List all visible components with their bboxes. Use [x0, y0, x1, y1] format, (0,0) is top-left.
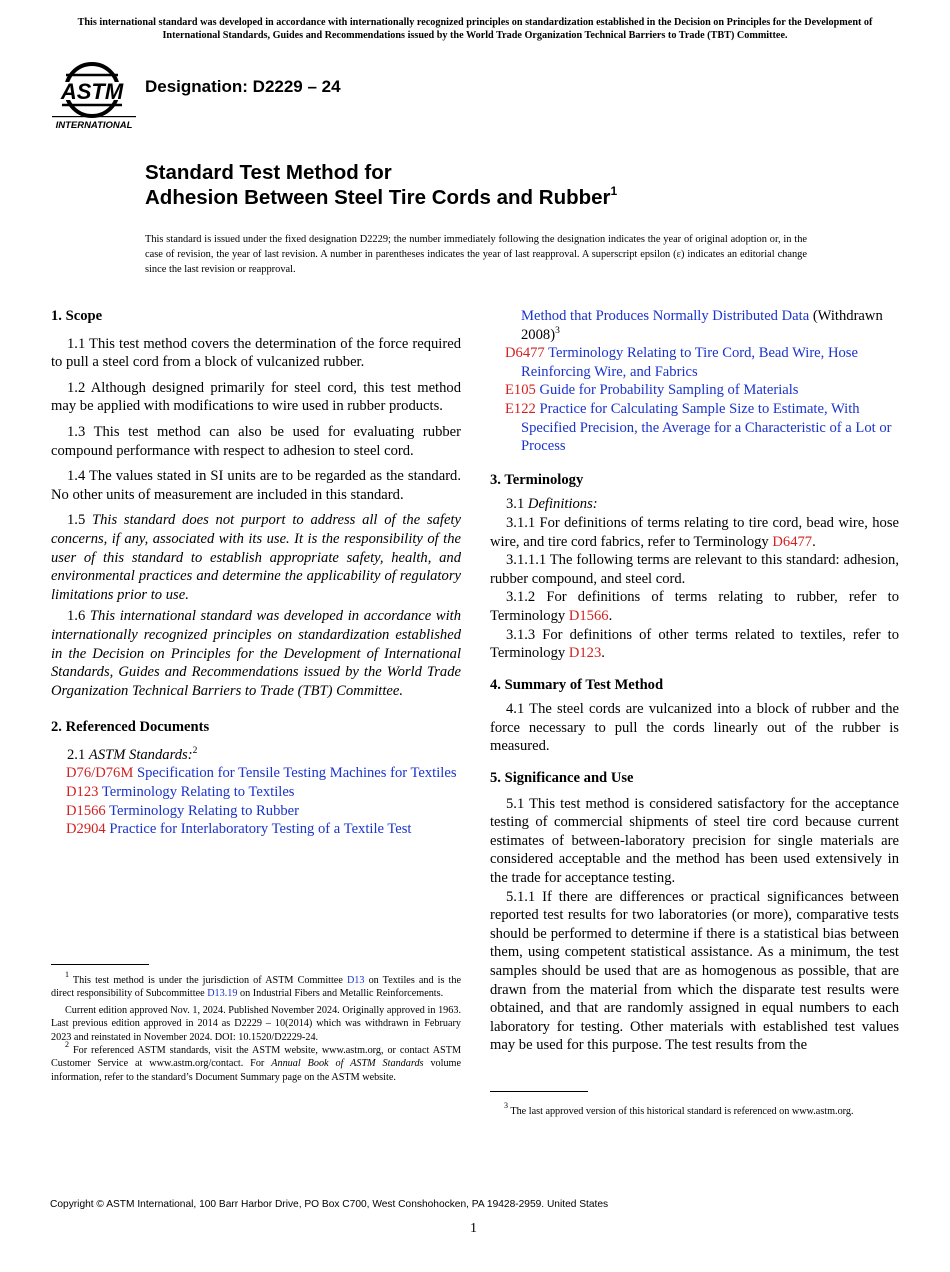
footnote-1 [51, 970, 461, 1001]
title-footnote-mark: 1 [610, 184, 618, 198]
ref-item[interactable] [490, 381, 899, 400]
ref-item-continued[interactable] [490, 307, 899, 344]
footnote-1-text-b: on Textiles and is the direct responsibility of Subcommittee [51, 975, 461, 1000]
footnote-1-mark: 1 [65, 970, 69, 979]
para-1-6-num: 1.6 [67, 608, 86, 625]
footnote-2-text-a: For referenced ASTM standards, visit the ASTM website, www.astm.org, or contact ASTM Customer Service at www.astm.org/contact. For [51, 1045, 461, 1070]
footnote-2-text-b: volume information, refer to the standard’s Document Summary page on the ASTM website. [51, 1058, 462, 1083]
header-notice: This international standard was developed in accordance with internationally recognized principles on standardization established in the Decision on Principles for the Development of International Standards, Guides and Recommendations issued by the World Trade Organization Technical Barriers to Trade (TBT) Committee. [77, 17, 873, 41]
astm-logo [52, 56, 136, 134]
ref-title-link[interactable]: Terminology Relating to Tire Cord, Bead Wire, Hose Reinforcing Wire, and Fabrics [521, 345, 858, 380]
section-3-heading: 3. Terminology [490, 471, 584, 488]
footnote-1-text-a: This test method is under the jurisdiction of ASTM Committee [69, 975, 347, 986]
copyright-line: Copyright © ASTM International, 100 Barr Harbor Drive, PO Box C700, West Conshohocken, PA 19428-2959. United States [50, 1199, 609, 1210]
para-1-6 [51, 607, 461, 700]
ref-number[interactable]: D123 [66, 784, 99, 801]
para-3-1-2-text: 3.1.2 For definitions of terms relating to rubber, refer to Terminology [490, 589, 899, 624]
page-number: 1 [470, 1221, 477, 1236]
ref-withdrawn-note: (Withdrawn 2008) [521, 308, 883, 343]
section-4-heading: 4. Summary of Test Method [490, 676, 664, 693]
para-3-1 [490, 495, 899, 514]
section-5-heading: 5. Significance and Use [490, 770, 634, 787]
ref-number[interactable]: D76/D76M [66, 765, 134, 782]
document-title [145, 160, 617, 210]
para-1-1: 1.1 This test method covers the determination of the force required to pull a steel cord from a block of vulcanized rubber. [51, 335, 461, 371]
para-3-1-3-text: 3.1.3 For definitions of other terms related to textiles, refer to Terminology [490, 626, 899, 662]
para-3-1-2: 3.1.2 For definitions of terms relating to rubber, refer to Terminology D1566. [490, 589, 899, 624]
ref-item[interactable] [490, 344, 899, 381]
ref-title-link[interactable]: Specification for Tensile Testing Machines for Textiles [136, 765, 457, 782]
footnote-2-mark: 2 [192, 745, 198, 756]
ref-d1566-link[interactable]: D1566 [568, 607, 609, 624]
footnote-3-mark-bottom: 3 [504, 1101, 508, 1110]
footnote-1-text-c: on Industrial Fibers and Metallic Reinforcements. [237, 988, 444, 1000]
subcommittee-link[interactable]: D13.19 [207, 988, 238, 1000]
para-1-6-text: This international standard was developed in accordance with internationally recognized principles on standardization established in the Decision on Principles for the Development of International Standards, Guides and Recommendations issued by the World Trade Organization Technical Barriers to Trade (TBT) Committee. [51, 608, 462, 699]
para-5-1-1: 5.1.1 If there are differences or practical significances between reported test results for two laboratories (or more), comparative tests should be performed to determine if there is a statistical bias between them, using competent statistical assistance. As a minimum, the test samples should be used that are as homogenous as possible, that are drawn from the material from which the disparate test results were obtained, and that are randomly assigned in equal numbers to each laboratory for testing. Other materials with established test values may be used for this purpose. The test results from the [490, 888, 899, 1054]
ref-title-link[interactable]: Terminology Relating to Textiles [101, 784, 295, 801]
para-1-4: 1.4 The values stated in SI units are to be regarded as the standard. No other units of measurement are included in this standard. [51, 468, 461, 503]
footnote-2-mark-bottom: 2 [65, 1040, 69, 1050]
footnote-2 [51, 1040, 462, 1084]
para-3-1-3: 3.1.3 For definitions of other terms related to textiles, refer to Terminology D123. [490, 626, 899, 662]
ref-number[interactable]: D6477 [505, 345, 545, 362]
section-2-heading: 2. Referenced Documents [51, 719, 210, 736]
ref-title-link[interactable]: Method that Produces Normally Distributed Data [521, 308, 810, 324]
issued-note: This standard is issued under the fixed designation D2229; the number immediately following the designation indicates the year of original adoption or, in the case of revision, the year of last revision. A number in parentheses indicates the year of last reapproval. A superscript epsilon (ε) indicates an editorial change since the last revision or reapproval. [145, 234, 807, 275]
designation: Designation: D2229 – 24 [145, 77, 341, 96]
para-3-1-num: 3.1 [506, 496, 525, 513]
ref-item[interactable] [51, 764, 461, 783]
ref-number[interactable]: E122 [505, 400, 536, 417]
footnote-divider-left [51, 964, 149, 965]
ref-item[interactable] [490, 400, 899, 456]
footnote-divider-right [490, 1091, 588, 1092]
para-4-1: 4.1 The steel cords are vulcanized into a block of rubber and the force necessary to pull the cords linearly out of the rubber is measured. [490, 701, 899, 755]
title-line-2 [145, 185, 617, 210]
section-1-heading: 1. Scope [51, 308, 103, 324]
ref-number[interactable]: E105 [505, 382, 536, 399]
para-1-5 [51, 511, 461, 604]
ref-title-link[interactable]: Practice for Interlaboratory Testing of a Textile Test [109, 821, 412, 838]
para-1-5-num: 1.5 [67, 512, 86, 529]
title-line-1: Standard Test Method for [145, 161, 392, 184]
para-1-2: 1.2 Although designed primarily for steel cord, this test method may be applied with modifications to wire used in rubber products. [51, 379, 461, 415]
astm-logo-graphic [52, 56, 136, 134]
para-2-1-text: ASTM Standards: [88, 746, 193, 763]
para-5-1: 5.1 This test method is considered satisfactory for the acceptance testing of commercial shipments of steel tire cord because current estimates of between-laboratory precision for single materials are considered acceptable and the method has been used extensively in the trade for acceptance testing. [490, 795, 899, 887]
ref-item[interactable] [51, 802, 461, 821]
ref-d6477-link[interactable]: D6477 [772, 533, 813, 550]
para-3-1-1-text: 3.1.1 For definitions of terms relating to tire cord, bead wire, hose wire, and tire cord fabrics, refer to Terminology [490, 514, 899, 550]
para-1-3: 1.3 This test method can also be used for evaluating rubber compound performance with respect to adhesion to steel cord. [51, 423, 461, 459]
footnotes-right [490, 1101, 899, 1118]
ref-item[interactable] [51, 783, 461, 802]
footnote-2-italic: Annual Book of ASTM Standards [271, 1058, 424, 1070]
left-column [51, 307, 461, 839]
right-column [490, 307, 899, 1055]
para-2-1-num: 2.1 [67, 746, 86, 763]
ref-number[interactable]: D2904 [66, 821, 106, 838]
ref-d123-link[interactable]: D123 [568, 645, 602, 662]
title-line-2-text: Adhesion Between Steel Tire Cords and Rubber [145, 186, 611, 209]
footnote-3-text: The last approved version of this historical standard is referenced on www.astm.org. [508, 1106, 854, 1117]
ref-title-link[interactable]: Practice for Calculating Sample Size to Estimate, With Specified Precision, the Average for a Characteristic of a Lot or Process [521, 400, 892, 455]
para-2-1 [51, 746, 461, 765]
svg-text:ASTM: ASTM [60, 79, 124, 104]
ref-number[interactable]: D1566 [66, 802, 106, 819]
para-3-1-1: 3.1.1 For definitions of terms relating to tire cord, bead wire, hose wire, and tire cord fabrics, refer to Terminology D6477. [490, 514, 899, 550]
footnote-3-mark: 3 [555, 325, 560, 336]
ref-title-link[interactable]: Guide for Probability Sampling of Materials [539, 382, 799, 399]
para-3-1-1-1: 3.1.1.1 The following terms are relevant to this standard: adhesion, rubber compound, and steel cord. [490, 552, 899, 587]
footnote-1-edition: Current edition approved Nov. 1, 2024. Published November 2024. Originally approved in 1963. Last previous edition approved in 2014 as D2229 – 10(2014) which was withdrawn in February 2023 and reinstated in November 2024. DOI: 10.1520/D2229-24. [51, 1004, 461, 1043]
ref-item[interactable] [51, 820, 461, 839]
ref-title-link[interactable]: Terminology Relating to Rubber [109, 802, 300, 819]
para-3-1-text: Definitions: [527, 496, 598, 513]
footnote-3 [490, 1101, 899, 1118]
committee-link[interactable]: D13 [346, 975, 365, 986]
footnotes-left [51, 970, 462, 1084]
para-1-5-text: This standard does not purport to address all of the safety concerns, if any, associated with its use. It is the responsibility of the user of this standard to establish appropriate safety, health, and environmental practices and determine the applicability of regulatory limitations prior to use. [51, 512, 461, 603]
svg-text:INTERNATIONAL: INTERNATIONAL [55, 120, 133, 131]
